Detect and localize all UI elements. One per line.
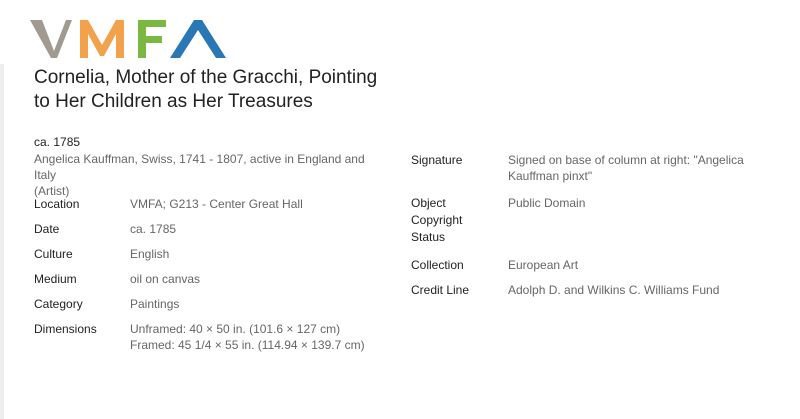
- detail-value: ca. 1785: [130, 222, 177, 236]
- copyright-label-3: Status: [411, 230, 446, 244]
- logo-letter-a: [170, 20, 226, 58]
- title-line-2: to Her Children as Her Treasures: [34, 91, 313, 112]
- detail-value[interactable]: European Art: [508, 258, 579, 272]
- detail-label: Category: [34, 297, 83, 311]
- page-title: [34, 66, 414, 114]
- title-line-1: Cornelia, Mother of the Gracchi, Pointing: [34, 67, 378, 88]
- detail-label: Credit Line: [411, 283, 470, 297]
- detail-label: Collection: [411, 258, 464, 272]
- artist-line-2: (Artist): [34, 184, 70, 198]
- detail-value: Public Domain: [508, 196, 586, 210]
- artwork-date: ca. 1785: [34, 135, 81, 149]
- logo-letter-v: [30, 20, 72, 58]
- detail-label: [411, 195, 491, 246]
- vmfa-logo[interactable]: [30, 18, 230, 60]
- detail-value: oil on canvas: [130, 272, 201, 286]
- detail-value: English: [130, 247, 170, 261]
- detail-value: [508, 152, 768, 184]
- detail-label: Signature: [411, 153, 463, 167]
- detail-value: Adolph D. and Wilkins C. Williams Fund: [508, 283, 720, 297]
- copyright-label-1: Object: [411, 196, 446, 210]
- dimensions-framed: Framed: 45 1/4 × 55 in. (114.94 × 139.7 cm): [130, 338, 365, 352]
- detail-value: Paintings: [130, 297, 180, 311]
- detail-label: Dimensions: [34, 322, 97, 336]
- detail-label: Date: [34, 222, 60, 236]
- artist-attribution[interactable]: [34, 151, 384, 199]
- signature-line-2: Kauffman pinxt": [508, 169, 593, 183]
- logo-letter-m: [80, 20, 124, 58]
- detail-value: VMFA; G213 - Center Great Hall: [130, 197, 303, 211]
- detail-value: [130, 321, 390, 353]
- left-border: [0, 64, 4, 419]
- logo-letter-f: [138, 20, 166, 58]
- detail-label: Culture: [34, 247, 73, 261]
- copyright-label-2: Copyright: [411, 213, 463, 227]
- detail-label: Location: [34, 197, 80, 211]
- signature-line-1: Signed on base of column at right: "Angelica: [508, 153, 744, 167]
- artist-line-1: Angelica Kauffman, Swiss, 1741 - 1807, active in England and Italy: [34, 152, 365, 182]
- detail-label: Medium: [34, 272, 77, 286]
- dimensions-unframed: Unframed: 40 × 50 in. (101.6 × 127 cm): [130, 322, 341, 336]
